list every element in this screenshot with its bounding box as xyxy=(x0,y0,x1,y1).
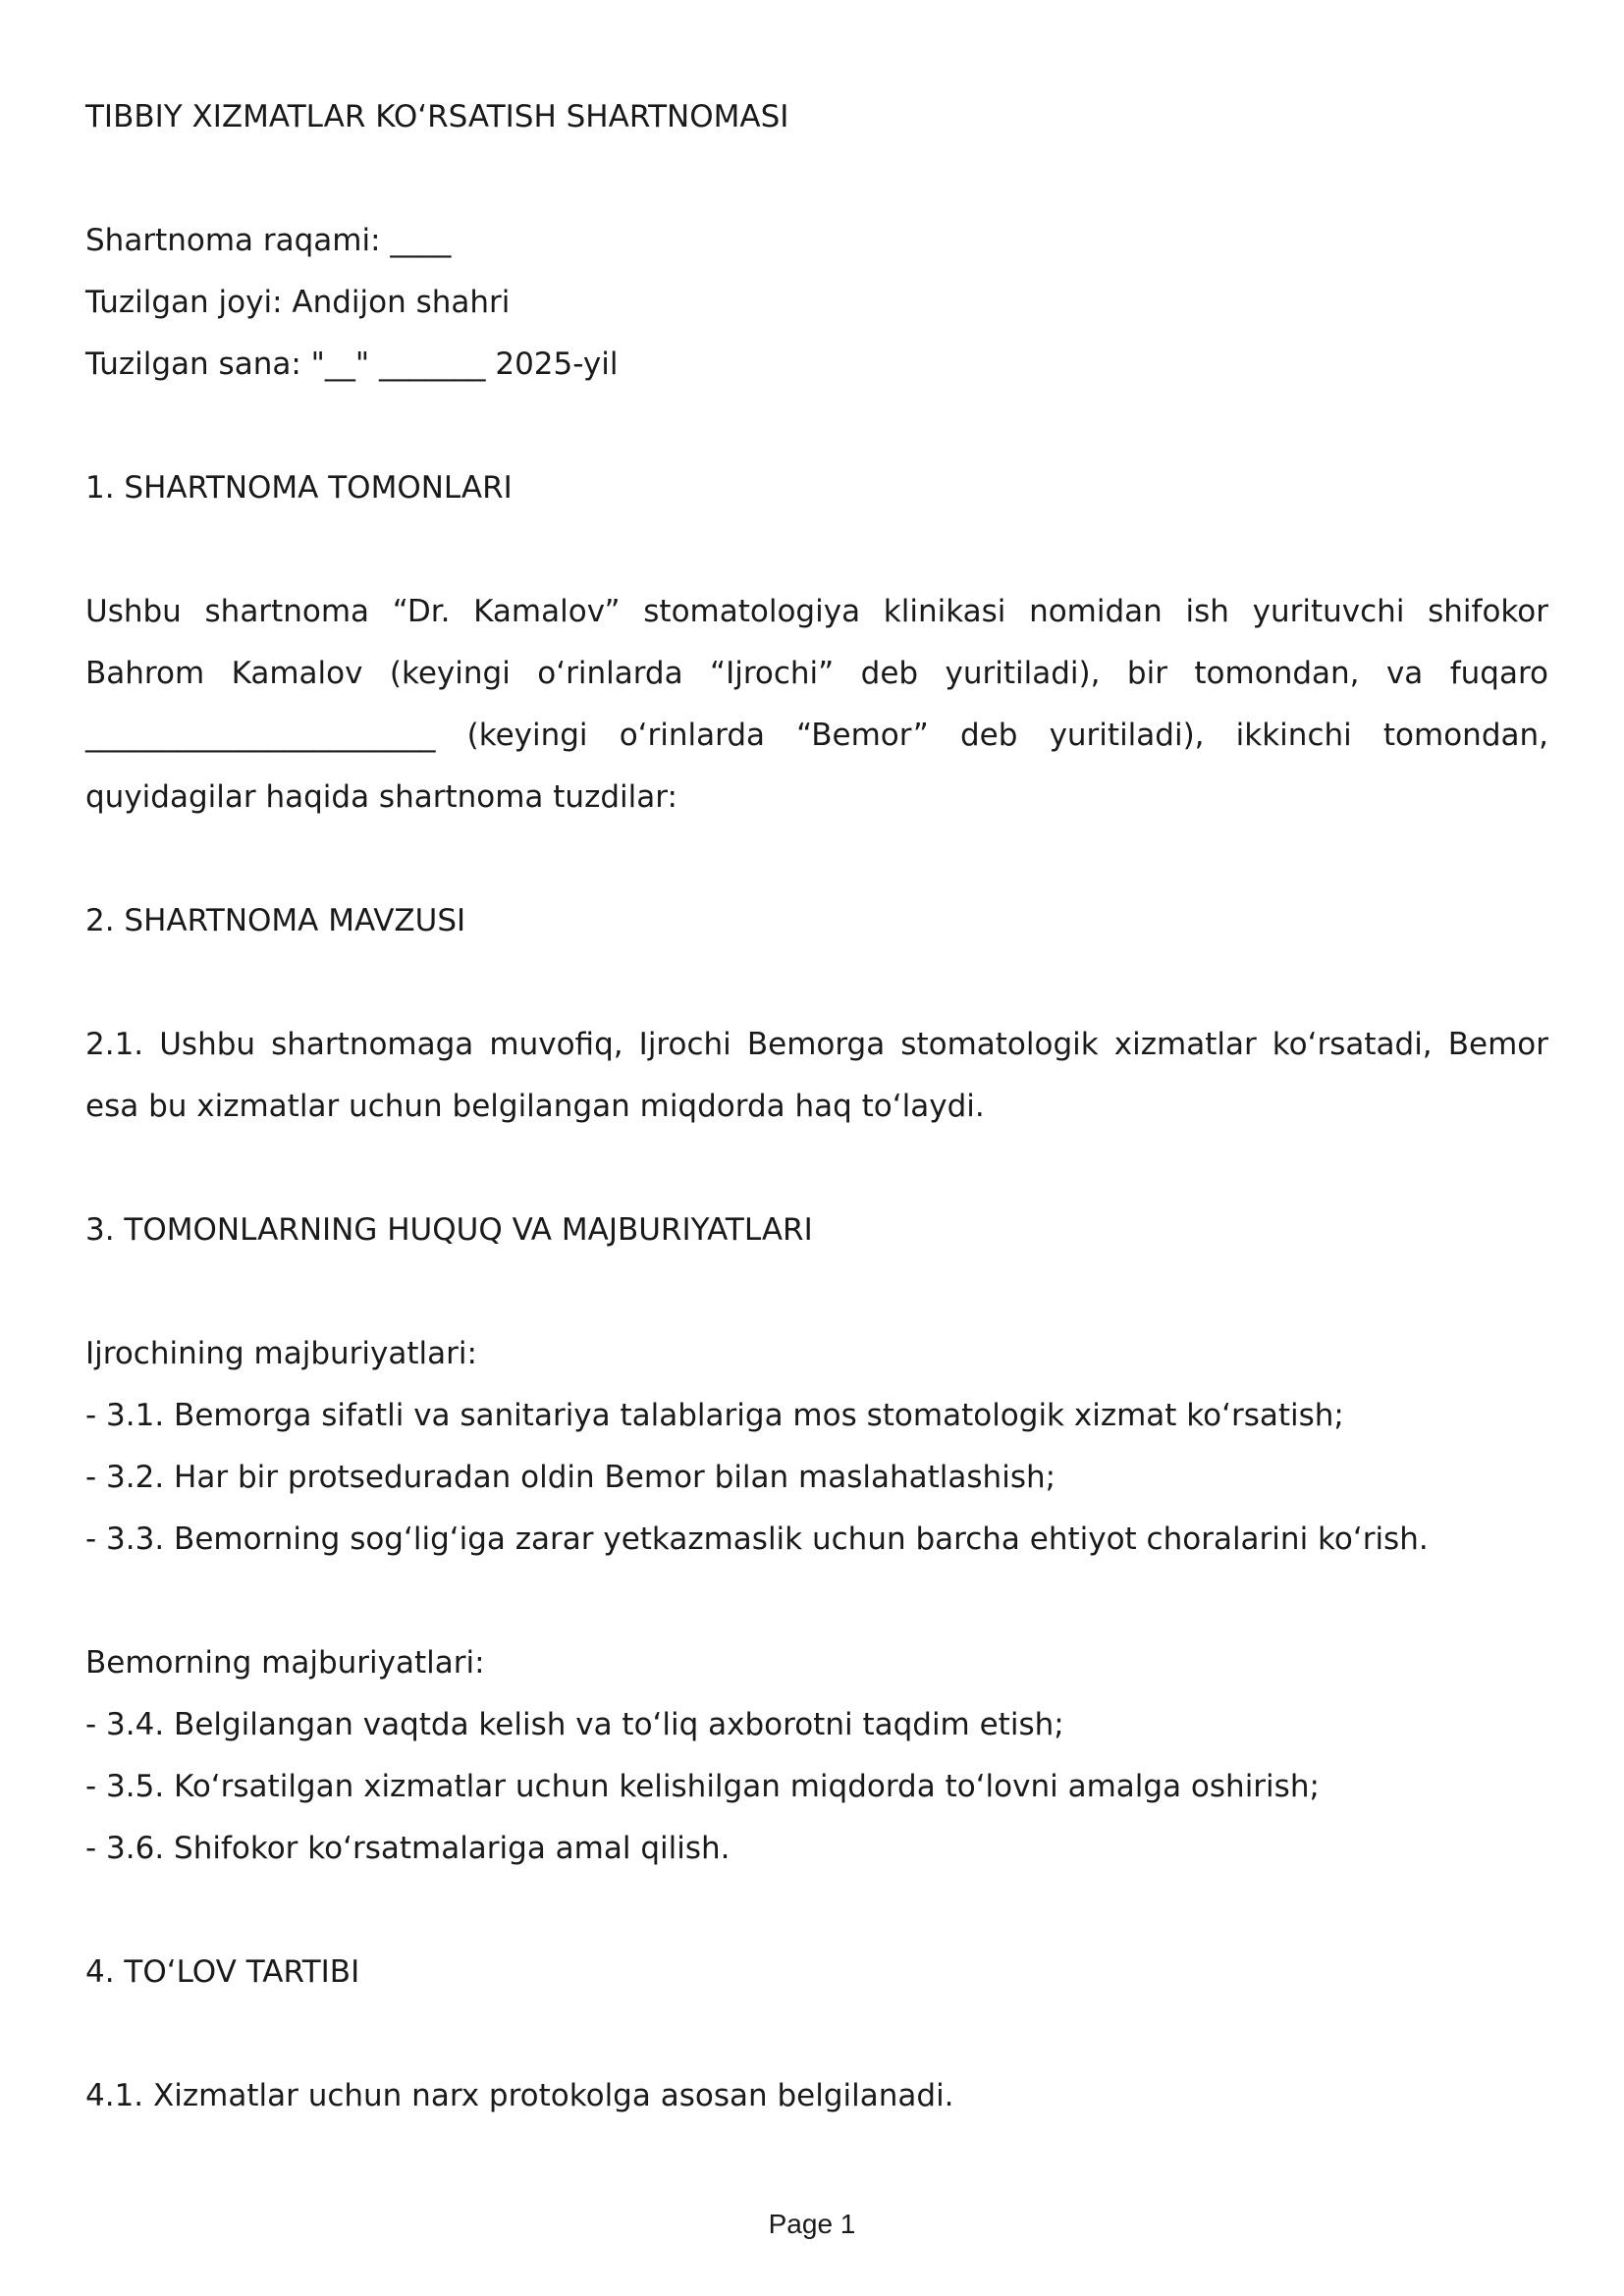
spacer xyxy=(85,2003,1548,2065)
spacer xyxy=(85,396,1548,457)
contract-number-line: Shartnoma raqami: ____ xyxy=(85,223,452,258)
spacer xyxy=(85,1261,1548,1323)
list-item: - 3.6. Shifokor koʻrsatmalariga amal qilish. xyxy=(85,1831,731,1866)
list-item: - 3.4. Belgilangan vaqtda kelish va toʻliq axborotni taqdim etish; xyxy=(85,1707,1064,1742)
section-4-heading: 4. TOʻLOV TARTIBI xyxy=(85,1954,360,1990)
document-body xyxy=(85,86,1548,2127)
list-item: - 3.5. Koʻrsatilgan xizmatlar uchun kelishilgan miqdorda toʻlovni amalga oshirish; xyxy=(85,1769,1320,1804)
section-3-heading: 3. TOMONLARNING HUQUQ VA MAJBURIYATLARI xyxy=(85,1212,813,1248)
contract-date-line: Tuzilgan sana: "__" _______ 2025-yil xyxy=(85,347,619,382)
section-4-item-1: 4.1. Xizmatlar uchun narx protokolga asosan belgilanadi. xyxy=(85,2078,954,2113)
spacer xyxy=(85,1880,1548,1942)
spacer xyxy=(85,1138,1548,1200)
document-title: TIBBIY XIZMATLAR KOʻRSATISH SHARTNOMASI xyxy=(85,99,789,134)
page-number: Page 1 xyxy=(768,2209,856,2239)
list-item: - 3.1. Bemorga sifatli va sanitariya talablariga mos stomatologik xizmat koʻrsatish; xyxy=(85,1398,1344,1433)
section-2-paragraph: 2.1. Ushbu shartnomaga muvofiq, Ijrochi Bemorga stomatologik xizmatlar koʻrsatadi, Bemor esa bu xizmatlar uchun belgilangan miqdorda haq toʻlaydi. xyxy=(85,1027,1548,1124)
section-2-heading: 2. SHARTNOMA MAVZUSI xyxy=(85,903,466,938)
patient-obligations-title: Bemorning majburiyatlari: xyxy=(85,1645,485,1681)
spacer xyxy=(85,1571,1548,1632)
spacer xyxy=(85,952,1548,1014)
executor-obligations-title: Ijrochining majburiyatlari: xyxy=(85,1336,477,1371)
contract-place-line: Tuzilgan joyi: Andijon shahri xyxy=(85,285,511,320)
spacer xyxy=(85,828,1548,890)
section-1-heading: 1. SHARTNOMA TOMONLARI xyxy=(85,470,513,506)
list-item: - 3.3. Bemorning sogʻligʻiga zarar yetkazmaslik uchun barcha ehtiyot choralarini koʻrish. xyxy=(85,1522,1429,1557)
section-1-paragraph: Ushbu shartnoma “Dr. Kamalov” stomatologiya klinikasi nomidan ish yurituvchi shifokor Bahrom Kamalov (keyingi oʻrinlarda “Ijrochi” deb yuritiladi), bir tomondan, va fuqaro _______________________ (keyingi oʻrinlarda “Bemor” deb yuritiladi), ikkinchi tomondan, quyidagilar haqida shartnoma tuzdilar: xyxy=(85,594,1548,815)
spacer xyxy=(85,519,1548,581)
spacer xyxy=(85,148,1548,210)
list-item: - 3.2. Har bir protseduradan oldin Bemor bilan maslahatlashish; xyxy=(85,1460,1056,1495)
